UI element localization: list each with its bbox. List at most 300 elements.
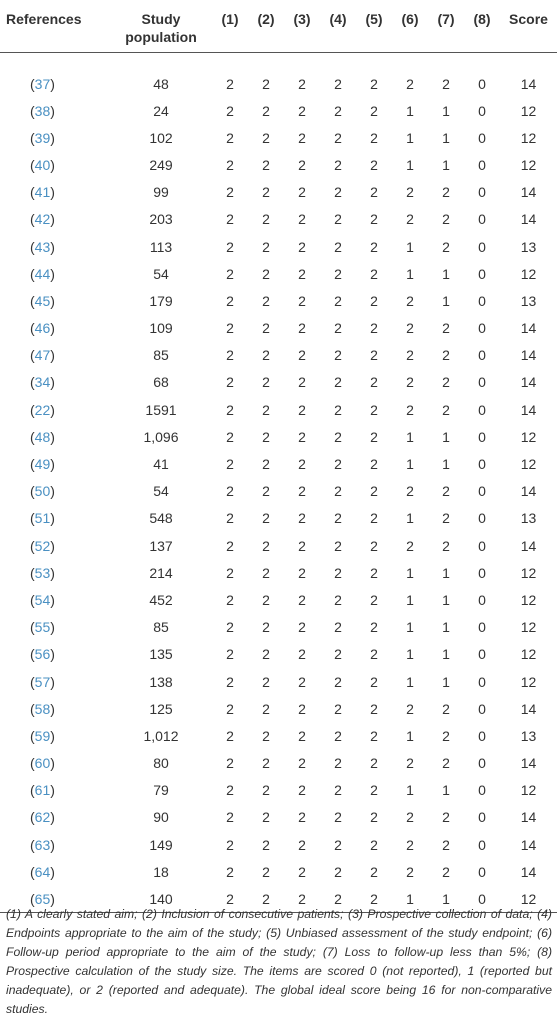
cell-item-5: 2: [370, 863, 378, 880]
reference-link[interactable]: 42: [34, 211, 51, 228]
cell-reference: (62): [30, 809, 55, 826]
cell-item-7: 2: [442, 755, 450, 772]
cell-study-population: 80: [153, 755, 169, 772]
cell-item-7: 1: [442, 782, 450, 799]
cell-item-5: 2: [370, 591, 378, 608]
cell-item-5: 2: [370, 428, 378, 445]
cell-score: 12: [520, 265, 537, 282]
reference-link[interactable]: 46: [34, 320, 51, 337]
cell-item-6: 2: [406, 863, 414, 880]
cell-item-4: 2: [334, 836, 342, 853]
cell-score: 12: [520, 782, 537, 799]
cell-score: 14: [520, 347, 537, 364]
cell-reference: (56): [30, 646, 55, 663]
cell-item-6: 1: [406, 673, 414, 690]
cell-score: 14: [520, 75, 537, 92]
cell-item-8: 0: [478, 347, 486, 364]
cell-item-6: 1: [406, 782, 414, 799]
cell-item-4: 2: [334, 374, 342, 391]
cell-item-2: 2: [262, 347, 270, 364]
table-row: [0, 124, 557, 151]
cell-item-1: 2: [226, 129, 234, 146]
cell-item-7: 1: [428, 885, 464, 912]
table-row: [0, 532, 557, 559]
cell-item-1: 2: [226, 320, 234, 337]
cell-item-5: 2: [370, 700, 378, 717]
header-item-5: (5): [365, 11, 383, 27]
cell-study-population: 48: [153, 75, 169, 92]
reference-link[interactable]: 56: [34, 646, 51, 663]
cell-item-4: 2: [320, 885, 356, 912]
cell-item-7: 2: [442, 401, 450, 418]
cell-study-population: 79: [153, 782, 169, 799]
cell-item-5: 2: [370, 836, 378, 853]
cell-reference: (38): [30, 102, 55, 119]
cell-score: 14: [520, 863, 537, 880]
reference-link[interactable]: 50: [34, 483, 51, 500]
cell-study-population: 125: [149, 700, 173, 717]
reference-link[interactable]: 57: [34, 673, 51, 690]
cell-item-8: 0: [478, 537, 486, 554]
cell-item-3: 2: [298, 320, 306, 337]
cell-score: 14: [520, 755, 537, 772]
cell-reference: (59): [30, 727, 55, 744]
cell-item-8: 0: [478, 782, 486, 799]
cell-item-4: 2: [334, 265, 342, 282]
reference-link[interactable]: 48: [34, 428, 51, 445]
cell-reference: (61): [30, 782, 55, 799]
cell-score: 12: [520, 564, 537, 581]
cell-score: 13: [520, 510, 537, 527]
cell-item-4: 2: [334, 347, 342, 364]
cell-reference: (52): [30, 537, 55, 554]
reference-link[interactable]: 44: [34, 265, 51, 282]
cell-item-6: 2: [406, 320, 414, 337]
table-row: [0, 614, 557, 641]
cell-study-population: 548: [149, 510, 173, 527]
cell-item-4: 2: [334, 673, 342, 690]
cell-item-5: 2: [370, 727, 378, 744]
cell-item-8: 0: [478, 809, 486, 826]
cell-study-population: 214: [149, 564, 173, 581]
cell-reference: (53): [30, 564, 55, 581]
reference-link[interactable]: 45: [34, 292, 51, 309]
cell-item-3: 2: [298, 809, 306, 826]
table-row: [0, 179, 557, 206]
cell-item-5: 2: [370, 782, 378, 799]
cell-item-2: 2: [262, 292, 270, 309]
cell-reference: (44): [30, 265, 55, 282]
cell-item-5: 2: [370, 347, 378, 364]
cell-item-3: 2: [298, 537, 306, 554]
cell-item-1: 2: [226, 347, 234, 364]
cell-item-7: 1: [442, 428, 450, 445]
cell-item-3: 2: [298, 836, 306, 853]
cell-item-2: 2: [262, 755, 270, 772]
cell-item-8: 0: [478, 156, 486, 173]
table-footnote: (1) A clearly stated aim; (2) Inclusion of consecutive patients; (3) Prospective collection of data; (4) Endpoints appropriate to the aim of the study; (5) Unbiased assessment of the study endpoint; (6) Follow-up period appropriate to the aim of the study; (7) Loss to follow-up less than 5%; (8) Prospective calculation of the study size. The items are scored 0 (not reported), 1 (reported but inadequate), or 2 (reported and adequate). The global ideal score being 16 for non-comparative studies.: [6, 907, 552, 1016]
cell-study-population: 41: [153, 456, 169, 473]
cell-item-2: 2: [262, 673, 270, 690]
cell-score: 14: [520, 374, 537, 391]
cell-reference: (58): [30, 700, 55, 717]
cell-item-4: 2: [334, 320, 342, 337]
cell-score: 12: [500, 885, 557, 912]
cell-item-6: 1: [406, 102, 414, 119]
table-row: [0, 450, 557, 477]
cell-item-4: 2: [334, 129, 342, 146]
cell-item-7: 1: [442, 456, 450, 473]
cell-study-population: 1,096: [143, 428, 179, 445]
cell-score: 12: [520, 428, 537, 445]
reference-link[interactable]: 54: [34, 591, 51, 608]
cell-item-2: 2: [262, 483, 270, 500]
cell-score: 14: [520, 836, 537, 853]
cell-item-5: 2: [370, 809, 378, 826]
cell-item-4: 2: [334, 292, 342, 309]
cell-reference: (54): [30, 591, 55, 608]
cell-score: 12: [520, 619, 537, 636]
cell-item-5: 2: [370, 456, 378, 473]
cell-reference: (22): [30, 401, 55, 418]
cell-item-3: 2: [284, 885, 320, 912]
cell-item-8: 0: [478, 374, 486, 391]
cell-item-1: 2: [226, 863, 234, 880]
cell-item-6: 1: [406, 129, 414, 146]
cell-item-1: 2: [226, 537, 234, 554]
cell-item-7: 2: [442, 320, 450, 337]
header-item-4: (4): [329, 11, 347, 27]
reference-link[interactable]: 22: [34, 401, 51, 418]
cell-item-7: 1: [442, 102, 450, 119]
cell-item-5: 2: [370, 537, 378, 554]
cell-item-1: 2: [226, 755, 234, 772]
cell-item-6: 2: [406, 809, 414, 826]
cell-item-6: 1: [406, 238, 414, 255]
cell-item-3: 2: [298, 619, 306, 636]
cell-study-population: 135: [149, 646, 173, 663]
cell-item-4: 2: [334, 456, 342, 473]
cell-item-2: 2: [262, 75, 270, 92]
cell-item-7: 1: [442, 156, 450, 173]
cell-study-population: 140: [110, 885, 212, 912]
cell-item-8: 0: [478, 292, 486, 309]
cell-item-3: 2: [298, 102, 306, 119]
cell-reference: (43): [30, 238, 55, 255]
cell-item-7: 1: [442, 591, 450, 608]
cell-study-population: 113: [149, 238, 173, 255]
reference-link[interactable]: 52: [34, 537, 51, 554]
cell-item-3: 2: [298, 510, 306, 527]
cell-item-2: 2: [262, 863, 270, 880]
cell-score: 12: [520, 102, 537, 119]
cell-item-2: 2: [262, 537, 270, 554]
cell-item-4: 2: [334, 483, 342, 500]
cell-item-6: 2: [406, 401, 414, 418]
cell-item-4: 2: [334, 619, 342, 636]
cell-item-5: 2: [370, 102, 378, 119]
cell-item-7: 2: [442, 836, 450, 853]
cell-item-6: 2: [406, 184, 414, 201]
cell-item-7: 2: [442, 211, 450, 228]
cell-item-1: 2: [226, 428, 234, 445]
cell-item-4: 2: [334, 782, 342, 799]
cell-item-3: 2: [298, 347, 306, 364]
table-row: [0, 151, 557, 178]
cell-reference: (40): [30, 156, 55, 173]
table-row: [0, 695, 557, 722]
cell-study-population: 203: [149, 211, 173, 228]
cell-item-7: 2: [442, 727, 450, 744]
cell-score: 14: [520, 537, 537, 554]
reference-link[interactable]: 37: [34, 75, 51, 92]
cell-item-2: 2: [262, 564, 270, 581]
cell-study-population: 249: [149, 156, 173, 173]
cell-item-4: 2: [334, 755, 342, 772]
reference-link[interactable]: 43: [34, 238, 51, 255]
cell-item-6: 1: [406, 265, 414, 282]
cell-item-2: 2: [262, 211, 270, 228]
cell-reference: (39): [30, 129, 55, 146]
reference-link[interactable]: 63: [34, 836, 51, 853]
cell-item-8: 0: [478, 863, 486, 880]
cell-item-1: 2: [226, 102, 234, 119]
cell-item-3: 2: [298, 646, 306, 663]
reference-link[interactable]: 40: [34, 156, 51, 173]
reference-link[interactable]: 59: [34, 727, 51, 744]
cell-item-2: 2: [262, 646, 270, 663]
cell-item-6: 2: [406, 347, 414, 364]
cell-item-7: 2: [442, 347, 450, 364]
cell-item-8: 0: [478, 483, 486, 500]
cell-item-2: 2: [262, 184, 270, 201]
cell-reference: (42): [30, 211, 55, 228]
cell-item-4: 2: [334, 863, 342, 880]
cell-item-1: 2: [226, 836, 234, 853]
cell-item-5: 2: [370, 646, 378, 663]
table-row: [0, 831, 557, 858]
cell-item-7: 2: [442, 537, 450, 554]
cell-reference: (47): [30, 347, 55, 364]
cell-score: 12: [520, 156, 537, 173]
cell-item-4: 2: [334, 564, 342, 581]
cell-item-2: 2: [262, 374, 270, 391]
cell-item-7: 2: [442, 184, 450, 201]
cell-study-population: 1591: [145, 401, 177, 418]
cell-item-5: 2: [370, 483, 378, 500]
reference-link[interactable]: 51: [34, 510, 51, 527]
cell-item-8: 0: [478, 238, 486, 255]
cell-item-8: 0: [478, 700, 486, 717]
cell-item-4: 2: [334, 75, 342, 92]
cell-item-7: 1: [442, 673, 450, 690]
cell-reference: (65): [0, 885, 110, 912]
cell-item-3: 2: [298, 782, 306, 799]
cell-item-5: 2: [370, 238, 378, 255]
table-row: [0, 396, 557, 423]
cell-item-3: 2: [298, 265, 306, 282]
table-row: [0, 750, 557, 777]
cell-item-7: 2: [442, 809, 450, 826]
cell-item-6: 1: [406, 646, 414, 663]
cell-item-4: 2: [334, 809, 342, 826]
table-row: [0, 287, 557, 314]
cell-item-3: 2: [298, 129, 306, 146]
cell-item-8: 0: [478, 591, 486, 608]
reference-link[interactable]: 53: [34, 564, 51, 581]
cell-item-8: 0: [478, 320, 486, 337]
cell-item-8: 0: [464, 885, 500, 912]
reference-link[interactable]: 58: [34, 700, 51, 717]
cell-item-6: 1: [406, 456, 414, 473]
table-row: [0, 559, 557, 586]
header-study-population: Study population: [125, 11, 197, 45]
cell-item-6: 1: [392, 885, 428, 912]
cell-item-1: 2: [226, 238, 234, 255]
cell-item-8: 0: [478, 129, 486, 146]
table-row: [0, 722, 557, 749]
cell-item-7: 1: [442, 646, 450, 663]
reference-link[interactable]: 41: [34, 184, 51, 201]
cell-item-3: 2: [298, 401, 306, 418]
cell-item-1: 2: [226, 483, 234, 500]
reference-link[interactable]: 39: [34, 129, 51, 146]
table-row: [0, 586, 557, 613]
cell-item-1: 2: [226, 292, 234, 309]
reference-link[interactable]: 55: [34, 619, 51, 636]
cell-reference: (51): [30, 510, 55, 527]
cell-item-2: 2: [262, 102, 270, 119]
cell-score: 12: [520, 591, 537, 608]
cell-item-4: 2: [334, 537, 342, 554]
cell-study-population: 137: [149, 537, 173, 554]
cell-reference: (45): [30, 292, 55, 309]
reference-link[interactable]: 61: [34, 782, 51, 799]
cell-item-5: 2: [370, 619, 378, 636]
cell-score: 12: [520, 129, 537, 146]
table-row: [0, 52, 557, 97]
cell-reference: (41): [30, 184, 55, 201]
cell-score: 12: [520, 646, 537, 663]
cell-item-5: 2: [370, 374, 378, 391]
cell-reference: (57): [30, 673, 55, 690]
cell-item-1: 2: [226, 646, 234, 663]
cell-item-6: 1: [406, 727, 414, 744]
cell-study-population: 138: [149, 673, 173, 690]
cell-reference: (34): [30, 374, 55, 391]
cell-item-3: 2: [298, 184, 306, 201]
cell-item-1: 2: [226, 591, 234, 608]
cell-item-6: 1: [406, 591, 414, 608]
cell-item-2: 2: [262, 836, 270, 853]
cell-reference: (49): [30, 456, 55, 473]
cell-item-1: 2: [226, 374, 234, 391]
cell-study-population: 102: [149, 129, 173, 146]
cell-item-3: 2: [298, 727, 306, 744]
cell-item-6: 2: [406, 700, 414, 717]
cell-item-3: 2: [298, 292, 306, 309]
header-item-7: (7): [437, 11, 455, 27]
cell-study-population: 54: [153, 265, 169, 282]
cell-item-8: 0: [478, 211, 486, 228]
cell-item-2: 2: [262, 238, 270, 255]
reference-link[interactable]: 49: [34, 456, 51, 473]
table-row: [0, 97, 557, 124]
table-row: [0, 478, 557, 505]
cell-item-6: 2: [406, 483, 414, 500]
reference-link[interactable]: 60: [34, 755, 51, 772]
cell-item-3: 2: [298, 238, 306, 255]
cell-item-7: 1: [442, 265, 450, 282]
reference-link[interactable]: 62: [34, 809, 51, 826]
cell-study-population: 109: [149, 320, 173, 337]
cell-item-2: 2: [262, 401, 270, 418]
cell-item-8: 0: [478, 727, 486, 744]
cell-item-8: 0: [478, 102, 486, 119]
cell-item-8: 0: [478, 755, 486, 772]
cell-item-4: 2: [334, 401, 342, 418]
reference-link[interactable]: 38: [34, 102, 51, 119]
table-row: [0, 206, 557, 233]
cell-study-population: 90: [153, 809, 169, 826]
cell-item-2: 2: [262, 320, 270, 337]
cell-reference: (46): [30, 320, 55, 337]
cell-item-1: 2: [226, 564, 234, 581]
cell-item-3: 2: [298, 673, 306, 690]
cell-item-8: 0: [478, 184, 486, 201]
cell-item-3: 2: [298, 456, 306, 473]
cell-item-5: 2: [370, 755, 378, 772]
header-item-1: (1): [221, 11, 239, 27]
cell-item-8: 0: [478, 564, 486, 581]
cell-item-5: 2: [370, 510, 378, 527]
cell-item-1: 2: [226, 211, 234, 228]
reference-link[interactable]: 34: [34, 374, 51, 391]
cell-item-1: 2: [226, 156, 234, 173]
cell-item-8: 0: [478, 619, 486, 636]
cell-item-7: 2: [442, 510, 450, 527]
reference-link[interactable]: 65: [34, 890, 51, 907]
cell-study-population: 85: [153, 347, 169, 364]
cell-item-6: 1: [406, 564, 414, 581]
cell-item-4: 2: [334, 156, 342, 173]
cell-study-population: 1,012: [143, 727, 179, 744]
cell-item-3: 2: [298, 755, 306, 772]
cell-item-2: 2: [262, 782, 270, 799]
cell-item-3: 2: [298, 156, 306, 173]
cell-item-6: 2: [406, 374, 414, 391]
cell-item-8: 0: [478, 673, 486, 690]
cell-study-population: 452: [149, 591, 173, 608]
cell-item-5: 2: [370, 401, 378, 418]
cell-item-4: 2: [334, 184, 342, 201]
table-body: [0, 52, 557, 913]
cell-item-5: 2: [370, 156, 378, 173]
cell-item-4: 2: [334, 727, 342, 744]
reference-link[interactable]: 64: [34, 863, 51, 880]
cell-item-3: 2: [298, 428, 306, 445]
cell-item-7: 2: [442, 863, 450, 880]
cell-item-6: 1: [406, 428, 414, 445]
cell-score: 12: [520, 673, 537, 690]
table-row: [0, 641, 557, 668]
cell-item-1: 2: [226, 265, 234, 282]
cell-item-2: 2: [262, 619, 270, 636]
reference-link[interactable]: 47: [34, 347, 51, 364]
table-row: [0, 260, 557, 287]
cell-item-1: 2: [226, 673, 234, 690]
cell-item-5: 2: [370, 320, 378, 337]
